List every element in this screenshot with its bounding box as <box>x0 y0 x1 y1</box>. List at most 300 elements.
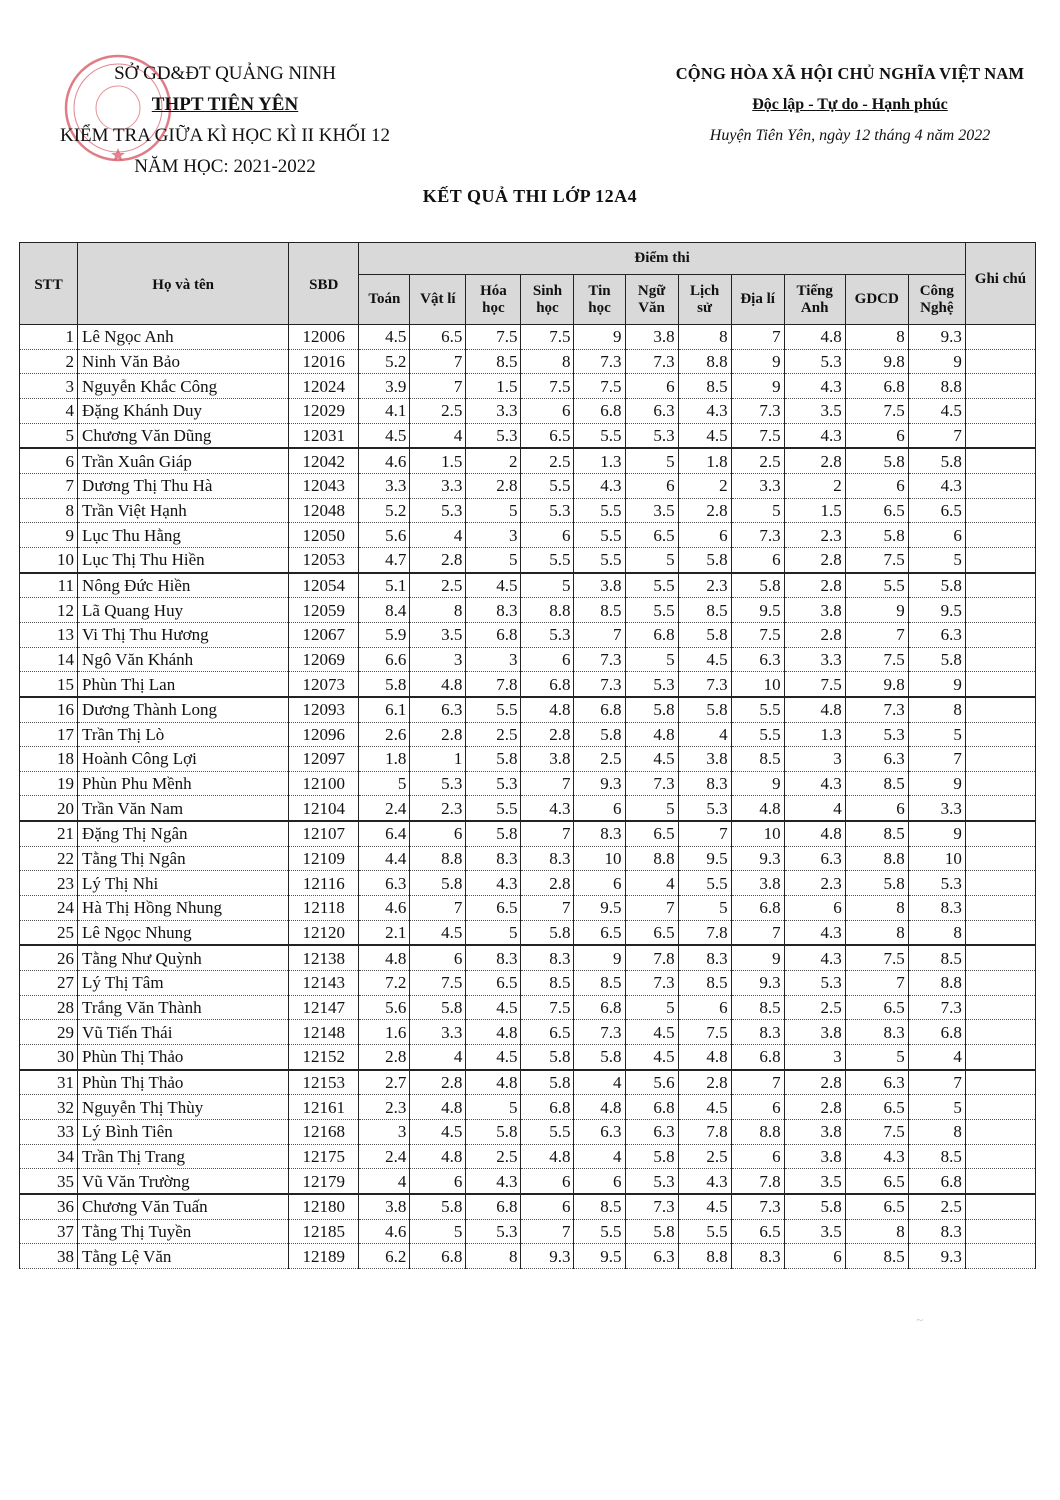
row-score: 5.3 <box>521 622 574 647</box>
row-sbd: 12148 <box>289 1020 359 1045</box>
row-score: 4.3 <box>521 796 574 821</box>
row-note <box>965 423 1035 448</box>
row-score: 5.8 <box>625 1144 678 1169</box>
row-score: 6.8 <box>908 1169 965 1194</box>
row-score: 7.5 <box>845 547 908 572</box>
row-score: 7 <box>521 771 574 796</box>
row-score: 6.5 <box>410 325 466 350</box>
row-score: 9.3 <box>731 971 784 996</box>
subject-label-line2: học <box>482 299 505 316</box>
row-score: 5.5 <box>574 423 625 448</box>
row-score: 7.2 <box>359 971 410 996</box>
row-score: 3.5 <box>784 1219 845 1244</box>
table-row <box>20 547 1036 572</box>
row-score: 10 <box>574 846 625 871</box>
row-score: 10 <box>908 846 965 871</box>
row-score: 5.3 <box>466 423 521 448</box>
row-sbd: 12180 <box>289 1194 359 1219</box>
row-student-name: Trần Xuân Giáp <box>78 448 289 473</box>
row-score: 4.3 <box>678 1169 731 1194</box>
row-note <box>965 622 1035 647</box>
row-score: 8 <box>908 920 965 945</box>
col-header-subject <box>410 275 466 325</box>
row-score: 9.5 <box>574 1244 625 1269</box>
table-row <box>20 498 1036 523</box>
row-stt: 11 <box>20 573 78 598</box>
col-header-subject <box>731 275 784 325</box>
row-score: 5 <box>466 547 521 572</box>
row-score: 8.3 <box>521 945 574 970</box>
row-score: 7 <box>678 821 731 846</box>
row-score: 7.3 <box>574 647 625 672</box>
table-row <box>20 573 1036 598</box>
row-score: 4 <box>908 1045 965 1070</box>
row-score: 2.8 <box>410 547 466 572</box>
row-score: 5.3 <box>466 1219 521 1244</box>
row-sbd: 12179 <box>289 1169 359 1194</box>
row-sbd: 12042 <box>289 448 359 473</box>
row-stt: 24 <box>20 896 78 921</box>
row-score: 7.5 <box>574 374 625 399</box>
row-score: 9 <box>908 771 965 796</box>
row-sbd: 12189 <box>289 1244 359 1269</box>
row-score: 5.8 <box>410 871 466 896</box>
row-sbd: 12100 <box>289 771 359 796</box>
row-score: 8.3 <box>466 846 521 871</box>
row-score: 6.5 <box>845 1095 908 1120</box>
row-score: 6.3 <box>359 871 410 896</box>
row-score: 8.3 <box>845 1020 908 1045</box>
row-score: 5.8 <box>574 722 625 747</box>
row-score: 8.3 <box>678 771 731 796</box>
row-score: 5.2 <box>359 498 410 523</box>
row-score: 7.5 <box>678 1020 731 1045</box>
row-score: 3.8 <box>784 1120 845 1145</box>
row-stt: 8 <box>20 498 78 523</box>
row-score: 9.5 <box>731 598 784 623</box>
row-score: 5.5 <box>625 598 678 623</box>
col-header-note: Ghi chú <box>965 243 1035 325</box>
row-score: 4.6 <box>359 1219 410 1244</box>
row-stt: 36 <box>20 1194 78 1219</box>
row-score: 2.8 <box>521 722 574 747</box>
row-score: 6.8 <box>731 896 784 921</box>
row-score: 2.8 <box>784 573 845 598</box>
row-score: 5.8 <box>678 547 731 572</box>
col-header-scores-group: Điểm thi <box>359 243 966 275</box>
row-score: 8 <box>410 598 466 623</box>
row-score: 5 <box>466 920 521 945</box>
row-student-name: Dương Thị Thu Hà <box>78 473 289 498</box>
row-score: 5 <box>466 1095 521 1120</box>
row-score: 4.8 <box>784 325 845 350</box>
row-score: 4.8 <box>731 796 784 821</box>
row-score: 2.8 <box>466 473 521 498</box>
row-score: 6.3 <box>784 846 845 871</box>
row-score: 7.5 <box>731 622 784 647</box>
row-stt: 4 <box>20 398 78 423</box>
row-score: 6.8 <box>574 697 625 722</box>
row-score: 9 <box>908 821 965 846</box>
row-score: 8.3 <box>466 598 521 623</box>
row-note <box>965 1169 1035 1194</box>
row-score: 2.8 <box>410 1070 466 1095</box>
row-score: 8.5 <box>845 771 908 796</box>
row-score: 7 <box>731 325 784 350</box>
row-note <box>965 697 1035 722</box>
row-student-name: Dương Thành Long <box>78 697 289 722</box>
row-note <box>965 1219 1035 1244</box>
row-score: 6.3 <box>574 1120 625 1145</box>
row-score: 4.8 <box>574 1095 625 1120</box>
row-score: 2.4 <box>359 1144 410 1169</box>
row-student-name: Đặng Thị Ngân <box>78 821 289 846</box>
row-score: 4.5 <box>625 1020 678 1045</box>
subject-label-line1: Sinh <box>532 282 563 299</box>
table-row <box>20 747 1036 772</box>
row-score: 6.8 <box>574 995 625 1020</box>
row-score: 6.6 <box>359 647 410 672</box>
row-score: 6 <box>678 523 731 548</box>
row-score: 9 <box>731 349 784 374</box>
row-student-name: Tằng Lệ Văn <box>78 1244 289 1269</box>
row-score: 9.3 <box>731 846 784 871</box>
row-score: 9 <box>574 945 625 970</box>
row-score: 5.5 <box>574 523 625 548</box>
table-row <box>20 398 1036 423</box>
row-score: 6 <box>731 1095 784 1120</box>
row-score: 5.6 <box>359 523 410 548</box>
row-score: 6.5 <box>521 423 574 448</box>
row-score: 6 <box>521 523 574 548</box>
row-score: 5.3 <box>410 498 466 523</box>
subject-label-line2: sử <box>697 299 713 316</box>
row-student-name: Nguyễn Khắc Công <box>78 374 289 399</box>
row-score: 5.5 <box>574 1219 625 1244</box>
row-score: 4.8 <box>410 1144 466 1169</box>
row-score: 4.8 <box>359 945 410 970</box>
department-name: SỞ GD&ĐT QUẢNG NINH <box>114 63 336 84</box>
row-student-name: Chương Văn Tuấn <box>78 1194 289 1219</box>
col-header-subject <box>678 275 731 325</box>
row-score: 3.3 <box>359 473 410 498</box>
row-student-name: Tằng Như Quỳnh <box>78 945 289 970</box>
row-score: 3.8 <box>625 325 678 350</box>
row-score: 2.5 <box>466 722 521 747</box>
table-row <box>20 1169 1036 1194</box>
row-score: 8.8 <box>625 846 678 871</box>
row-score: 2.8 <box>784 1070 845 1095</box>
row-student-name: Trắng Văn Thành <box>78 995 289 1020</box>
row-score: 1.6 <box>359 1020 410 1045</box>
row-note <box>965 821 1035 846</box>
row-student-name: Lý Thị Tâm <box>78 971 289 996</box>
table-row <box>20 598 1036 623</box>
row-student-name: Ninh Văn Bảo <box>78 349 289 374</box>
row-score: 8 <box>908 697 965 722</box>
row-score: 7 <box>845 971 908 996</box>
row-score: 7.5 <box>410 971 466 996</box>
row-score: 5.6 <box>359 995 410 1020</box>
row-note <box>965 398 1035 423</box>
row-note <box>965 598 1035 623</box>
row-note <box>965 1194 1035 1219</box>
row-score: 8.5 <box>678 971 731 996</box>
row-score: 6.8 <box>574 398 625 423</box>
col-header-subject <box>574 275 625 325</box>
row-score: 7.5 <box>521 325 574 350</box>
table-row <box>20 1070 1036 1095</box>
row-stt: 32 <box>20 1095 78 1120</box>
row-score: 5.8 <box>521 920 574 945</box>
row-score: 6 <box>908 523 965 548</box>
row-score: 6 <box>410 1169 466 1194</box>
row-score: 4.3 <box>908 473 965 498</box>
row-student-name: Phùn Thị Lan <box>78 672 289 697</box>
row-stt: 12 <box>20 598 78 623</box>
row-score: 5 <box>678 896 731 921</box>
row-sbd: 12054 <box>289 573 359 598</box>
table-row <box>20 846 1036 871</box>
row-sbd: 12147 <box>289 995 359 1020</box>
col-header-stt: STT <box>20 243 78 325</box>
row-score: 5 <box>521 573 574 598</box>
row-note <box>965 945 1035 970</box>
row-score: 2.8 <box>521 871 574 896</box>
row-score: 7.3 <box>731 398 784 423</box>
row-score: 2.1 <box>359 920 410 945</box>
row-score: 2.6 <box>359 722 410 747</box>
row-score: 4.8 <box>466 1020 521 1045</box>
subject-label-line2: Văn <box>638 299 665 316</box>
row-score: 3.8 <box>678 747 731 772</box>
row-score: 7.5 <box>845 398 908 423</box>
row-score: 8.3 <box>521 846 574 871</box>
subject-label-line1: Địa lí <box>740 291 775 307</box>
row-score: 1.3 <box>574 448 625 473</box>
row-score: 6 <box>845 423 908 448</box>
row-score: 4.3 <box>466 871 521 896</box>
row-score: 3.5 <box>784 1169 845 1194</box>
row-score: 2.8 <box>359 1045 410 1070</box>
row-score: 7 <box>908 423 965 448</box>
row-score: 8.5 <box>908 1144 965 1169</box>
row-score: 4.8 <box>625 722 678 747</box>
row-stt: 27 <box>20 971 78 996</box>
row-score: 6.8 <box>625 1095 678 1120</box>
table-row <box>20 945 1036 970</box>
row-score: 2.8 <box>678 498 731 523</box>
row-score: 7 <box>410 349 466 374</box>
row-score: 4.5 <box>678 1095 731 1120</box>
row-score: 6 <box>521 647 574 672</box>
row-sbd: 12109 <box>289 846 359 871</box>
row-score: 5.8 <box>625 1219 678 1244</box>
row-score: 7.3 <box>625 771 678 796</box>
row-score: 9 <box>731 771 784 796</box>
row-score: 5.8 <box>908 448 965 473</box>
row-score: 9 <box>574 325 625 350</box>
row-score: 3 <box>466 523 521 548</box>
row-score: 6.3 <box>625 1120 678 1145</box>
row-score: 7.5 <box>784 672 845 697</box>
col-header-subject <box>466 275 521 325</box>
row-student-name: Phùn Phu Mềnh <box>78 771 289 796</box>
row-score: 6 <box>410 945 466 970</box>
row-stt: 15 <box>20 672 78 697</box>
row-score: 4.5 <box>678 647 731 672</box>
table-row <box>20 1219 1036 1244</box>
row-score: 4.5 <box>908 398 965 423</box>
row-score: 4.3 <box>784 374 845 399</box>
row-score: 6.5 <box>908 498 965 523</box>
row-score: 7 <box>410 374 466 399</box>
row-score: 7.5 <box>845 945 908 970</box>
row-stt: 18 <box>20 747 78 772</box>
subject-label-line2: Nghệ <box>920 299 954 316</box>
row-score: 5.8 <box>521 1070 574 1095</box>
table-row <box>20 672 1036 697</box>
row-score: 2.8 <box>678 1070 731 1095</box>
row-score: 8.5 <box>731 995 784 1020</box>
row-score: 5.8 <box>466 821 521 846</box>
row-note <box>965 573 1035 598</box>
subject-label-line1: Hóa <box>480 282 507 299</box>
row-score: 8.3 <box>466 945 521 970</box>
table-row <box>20 448 1036 473</box>
row-stt: 38 <box>20 1244 78 1269</box>
row-score: 9.3 <box>908 325 965 350</box>
row-student-name: Vũ Văn Trường <box>78 1169 289 1194</box>
row-score: 5.5 <box>521 1120 574 1145</box>
row-score: 4.5 <box>359 423 410 448</box>
row-note <box>965 473 1035 498</box>
row-score: 2 <box>784 473 845 498</box>
row-score: 6.8 <box>466 622 521 647</box>
row-stt: 33 <box>20 1120 78 1145</box>
col-header-subject <box>845 275 908 325</box>
row-score: 2.3 <box>410 796 466 821</box>
row-score: 4.4 <box>359 846 410 871</box>
row-stt: 21 <box>20 821 78 846</box>
subject-label-line1: Tin <box>588 282 611 299</box>
row-score: 2.3 <box>784 523 845 548</box>
row-stt: 2 <box>20 349 78 374</box>
col-header-subject <box>359 275 410 325</box>
row-score: 6 <box>410 821 466 846</box>
row-score: 6.2 <box>359 1244 410 1269</box>
table-row <box>20 1194 1036 1219</box>
row-score: 2.5 <box>410 573 466 598</box>
row-score: 5.8 <box>574 1045 625 1070</box>
row-score: 7 <box>731 1070 784 1095</box>
row-score: 8 <box>845 896 908 921</box>
row-score: 3.8 <box>731 871 784 896</box>
row-score: 6.5 <box>521 1020 574 1045</box>
row-sbd: 12175 <box>289 1144 359 1169</box>
row-stt: 16 <box>20 697 78 722</box>
row-student-name: Lý Thị Nhi <box>78 871 289 896</box>
row-score: 6.8 <box>521 1095 574 1120</box>
table-row <box>20 647 1036 672</box>
row-score: 2 <box>678 473 731 498</box>
row-score: 5 <box>625 547 678 572</box>
row-score: 8.8 <box>678 1244 731 1269</box>
row-score: 6.8 <box>731 1045 784 1070</box>
col-header-subject <box>784 275 845 325</box>
row-score: 4.5 <box>466 573 521 598</box>
row-score: 5 <box>845 1045 908 1070</box>
row-score: 6 <box>521 398 574 423</box>
row-score: 6.5 <box>574 920 625 945</box>
row-sbd: 12104 <box>289 796 359 821</box>
row-score: 5.3 <box>845 722 908 747</box>
national-motto: Độc lập - Tự do - Hạnh phúc <box>752 96 948 113</box>
header-right <box>640 58 1060 151</box>
row-note <box>965 1095 1035 1120</box>
row-student-name: Hà Thị Hồng Nhung <box>78 896 289 921</box>
table-row <box>20 1244 1036 1269</box>
row-score: 8.8 <box>521 598 574 623</box>
table-row <box>20 821 1036 846</box>
row-score: 4.5 <box>678 1194 731 1219</box>
row-score: 4.5 <box>410 1120 466 1145</box>
row-note <box>965 325 1035 350</box>
row-score: 5.3 <box>410 771 466 796</box>
row-stt: 19 <box>20 771 78 796</box>
row-stt: 22 <box>20 846 78 871</box>
row-score: 3.8 <box>784 1020 845 1045</box>
row-score: 3.8 <box>784 1144 845 1169</box>
row-stt: 9 <box>20 523 78 548</box>
row-sbd: 12093 <box>289 697 359 722</box>
row-note <box>965 920 1035 945</box>
row-score: 5.8 <box>908 647 965 672</box>
row-note <box>965 349 1035 374</box>
row-student-name: Lục Thu Hằng <box>78 523 289 548</box>
row-sbd: 12050 <box>289 523 359 548</box>
subject-label-line1: Lịch <box>690 282 720 299</box>
row-score: 9 <box>908 349 965 374</box>
row-score: 9.5 <box>574 896 625 921</box>
row-score: 8.5 <box>574 1194 625 1219</box>
row-score: 5.3 <box>784 349 845 374</box>
school-name: THPT TIÊN YÊN <box>151 94 299 115</box>
row-score: 6.8 <box>625 622 678 647</box>
subject-label-line1: GDCD <box>854 291 899 307</box>
row-score: 7.3 <box>625 971 678 996</box>
table-row <box>20 423 1036 448</box>
row-score: 2 <box>466 448 521 473</box>
row-student-name: Tằng Thị Ngân <box>78 846 289 871</box>
row-score: 4 <box>625 871 678 896</box>
row-score: 4.5 <box>359 325 410 350</box>
row-score: 3.8 <box>574 573 625 598</box>
row-stt: 17 <box>20 722 78 747</box>
row-score: 4.8 <box>410 1095 466 1120</box>
row-stt: 13 <box>20 622 78 647</box>
row-score: 5.5 <box>625 573 678 598</box>
row-score: 7.8 <box>731 1169 784 1194</box>
row-score: 5.3 <box>625 423 678 448</box>
table-row <box>20 697 1036 722</box>
row-note <box>965 547 1035 572</box>
row-score: 4 <box>678 722 731 747</box>
row-score: 3.5 <box>410 622 466 647</box>
row-score: 5.5 <box>466 796 521 821</box>
row-score: 6 <box>731 1144 784 1169</box>
row-score: 3.3 <box>731 473 784 498</box>
